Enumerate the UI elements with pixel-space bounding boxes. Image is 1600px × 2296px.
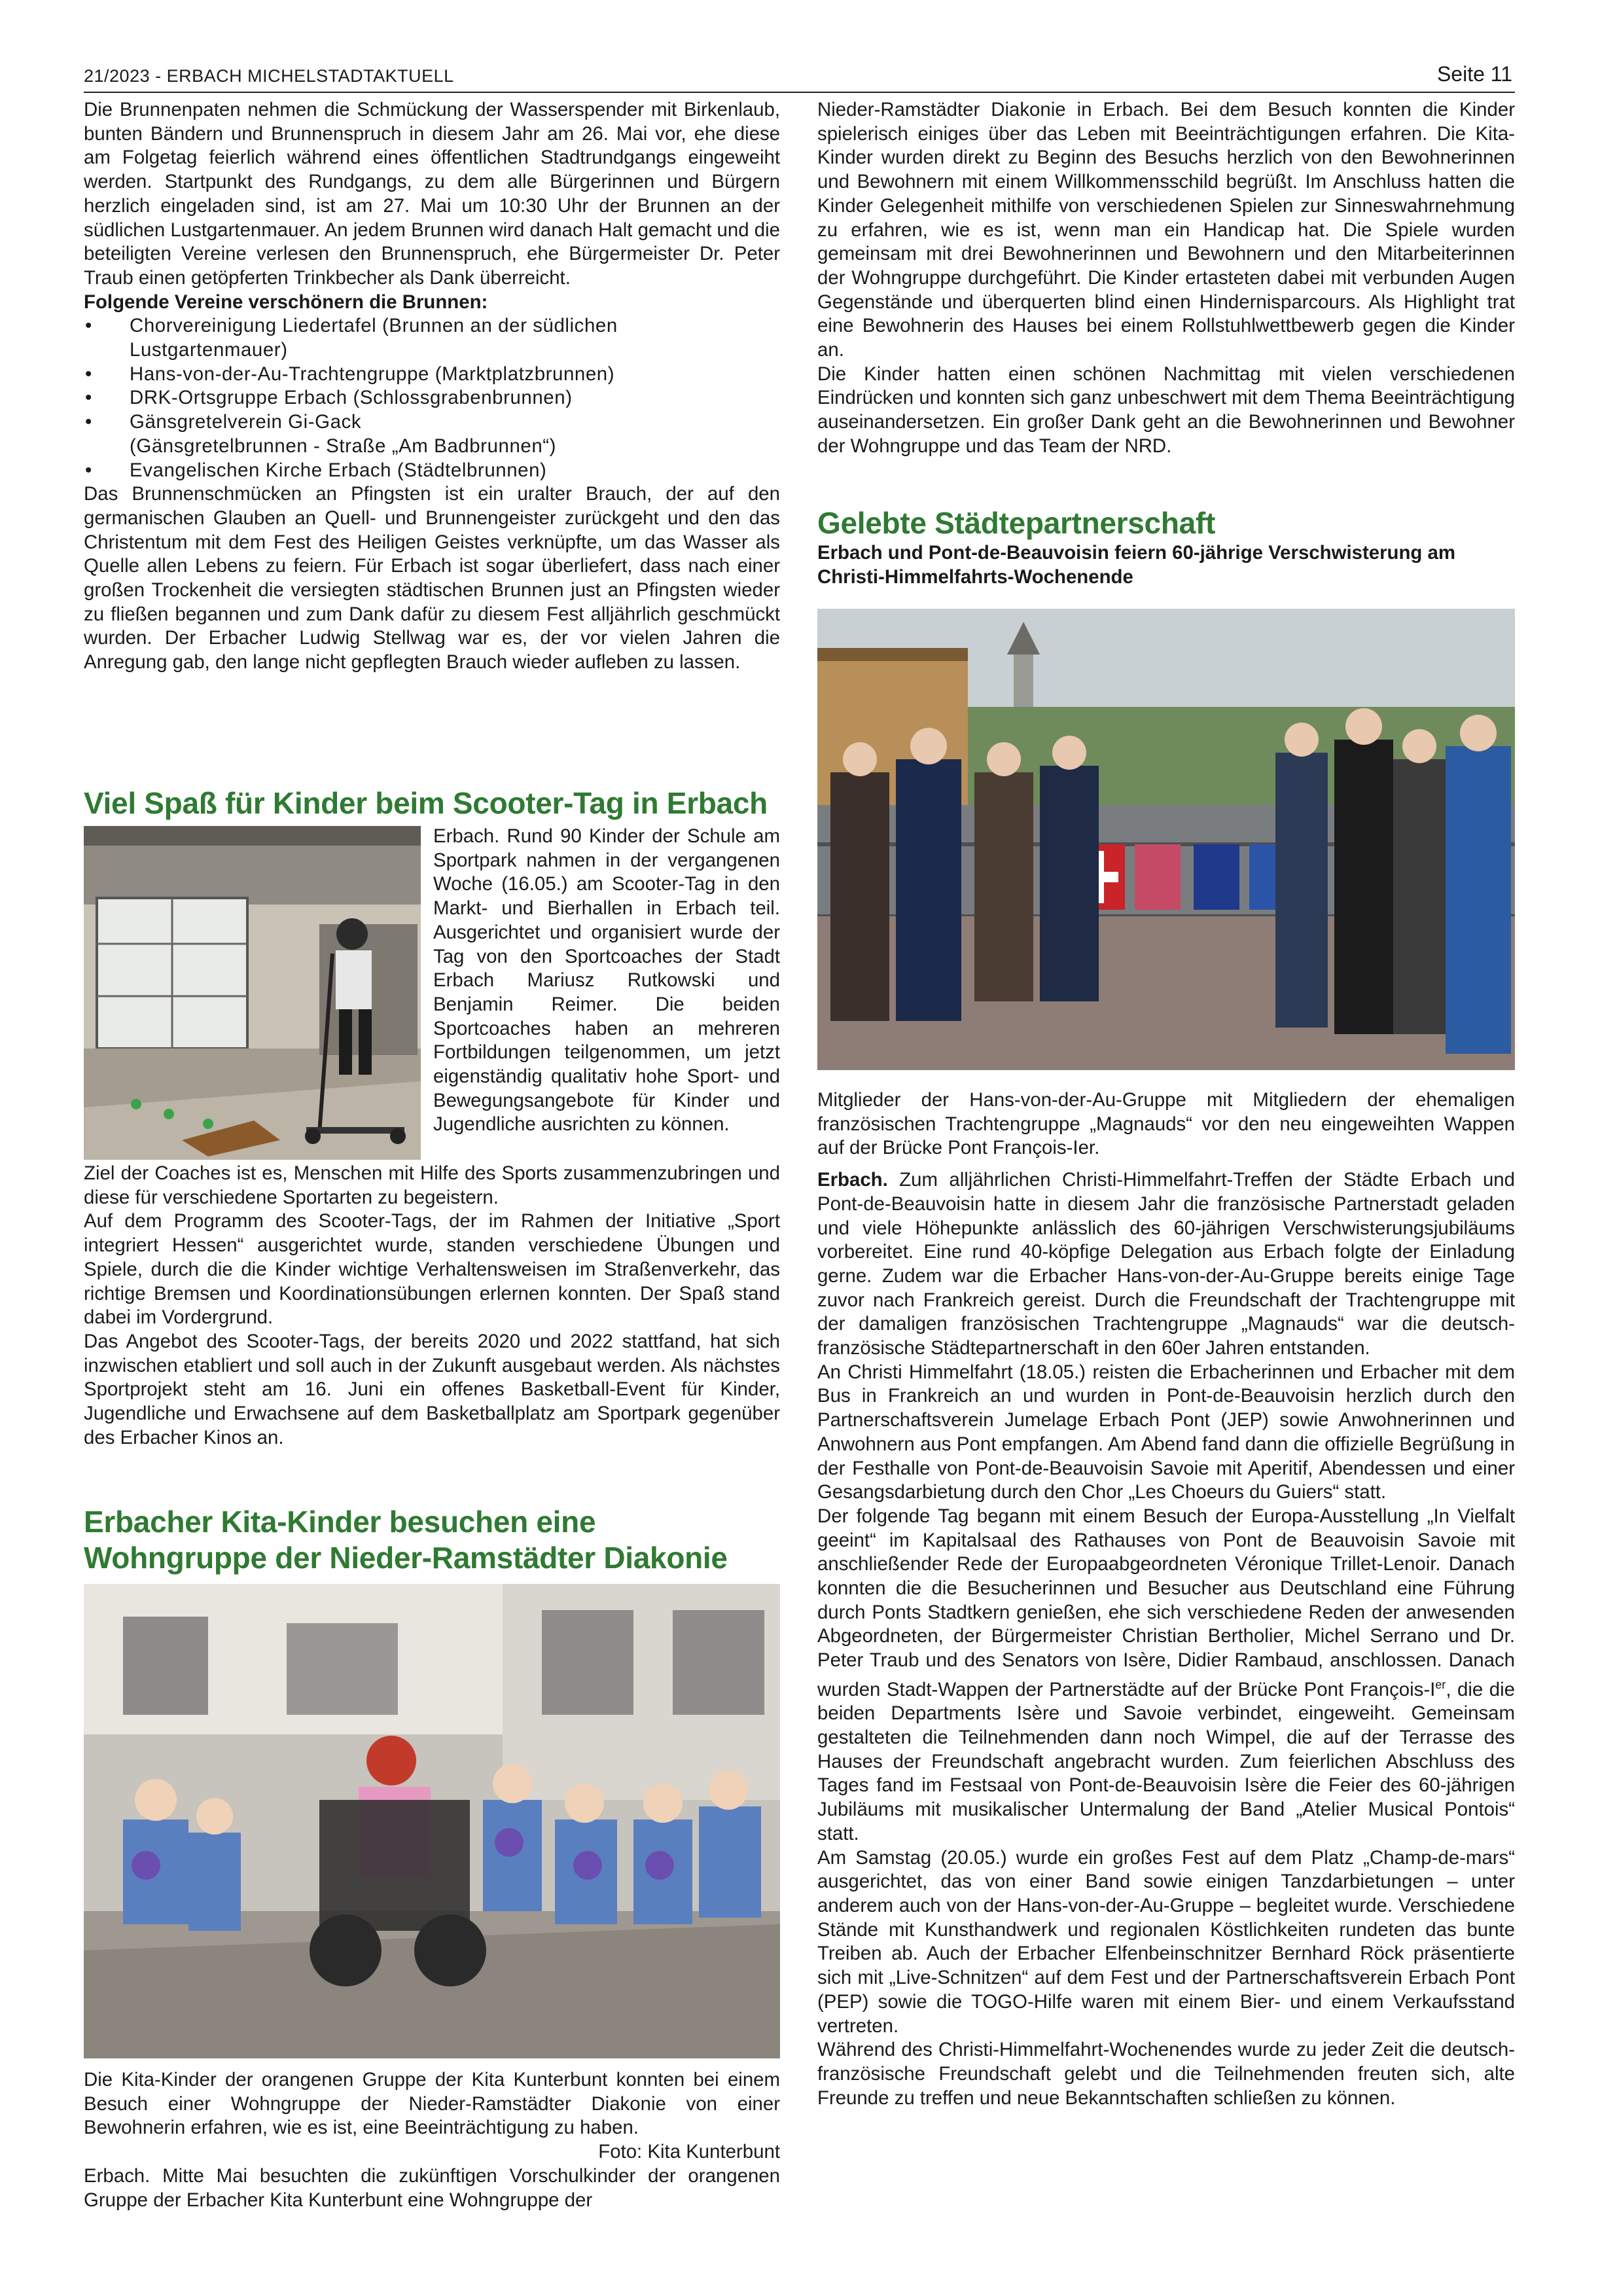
kita-headline-line1: Erbacher Kita-Kinder besuchen eine <box>84 1505 596 1539</box>
partner-heading-block <box>817 505 1515 589</box>
kita-caption-block <box>84 2068 780 2212</box>
partner-article <box>817 1088 1515 2110</box>
kita-body-end: Die Kinder hatten einen schönen Nachmittag mit vielen verschiedenen Eindrücken und konnten sich ganz unbeschwert mit dem Thema Beeinträchtigung auseinandersetzen. Ein großer Dank geht an die Bewohnerinnen und Bewohner der Wohngruppe und das Team der NRD. <box>817 363 1515 457</box>
scooter-p4: Das Angebot des Scooter-Tags, der bereits 2020 und 2022 stattfand, hat sich inzwischen etabliert und soll auch in der Zukunft ausgebaut werden. Als nächstes Sportprojekt steht am 16. Juni ein offenes Basketball-Event für Kinder, Jugendliche und Erwachsene auf dem Basketballplatz am Sportpark gegenüber des Erbacher Kinos an. <box>84 1330 780 1448</box>
kita-body-start: Erbach. Mitte Mai besuchten die zukünftigen Vorschulkinder der orangenen Gruppe der Erbacher Kita Kunterbunt eine Wohngruppe der <box>84 2164 780 2211</box>
kita-continuation <box>817 98 1515 459</box>
list-item: • DRK-Ortsgruppe Erbach (Schlossgrabenbrunnen) <box>84 386 780 410</box>
partner-caption: Mitglieder der Hans-von-der-Au-Gruppe mit Mitgliedern der ehemaligen französischen Trachtengruppe „Magnauds“ vor den neu eingeweihten Wappen auf der Brücke Pont François-Ier. <box>817 1089 1515 1159</box>
brunnen-intro: Die Brunnenpaten nehmen die Schmückung der Wasserspender mit Birkenlaub, bunten Bändern und Brunnenspruch in diesem Jahr am 26. Mai vor, ehe diese am Folgetag feierlich während eines öffentlichen Stadtrundgangs eingeweiht werden. Startpunkt des Rundgangs, zu dem alle Bürgerinnen und Bürgern herzlich eingeladen sind, ist am 27. Mai um 10:30 Uhr der Brunnen an der südlichen Lustgartenmauer. An jedem Brunnen wird danach Halt gemacht und die beteiligten Vereine verlesen den Brunnenspruch, ehe Bürgermeister Dr. Peter Traub einen getöpferten Trinkbecher als Dank überreicht. <box>84 99 780 289</box>
kita-body-cont: Nieder-Ramstädter Diakonie in Erbach. Bei dem Besuch konnten die Kinder spielerisch einiges über das Leben mit Beeinträchtigungen erfahren. Die Kita-Kinder wurden direkt zu Beginn des Besuchs herzlich von den Bewohnerinnen und Bewohnern mit einem Willkommensschild begrüßt. Im Anschluss hatten die Kinder Gelegenheit mithilfe von verschiedenen Spielen zur Sinneswahrnehmung zu erfahren, wie es ist, wenn man ein Handicap hat. Die Spiele wurden gemeinsam mit drei Bewohnerinnen und Bewohnern und den Mitarbeiterinnen der Wohngruppe durchgeführt. Die Kinder ertasteten dabei mit verbunden Augen Gegenstände und überquerten blind einen Hindernisparcours. Als Highlight trat eine Bewohnerin des Hauses bei einem Rollstuhlwettbewerb gegen die Kinder an. <box>817 99 1515 361</box>
brunnen-list-title: Folgende Vereine verschönern die Brunnen: <box>84 291 488 313</box>
kita-photo-image <box>84 1584 780 2058</box>
scooter-headline: Viel Spaß für Kinder beim Scooter-Tag in Erbach <box>84 786 768 820</box>
scooter-side-text: Erbach. Rund 90 Kinder der Schule am Sportpark nahmen in der vergangenen Woche (16.05.) am Scooter-Tag in den Markt- und Bierhallen in Erbach teil. Ausgerichtet und organisiert wurde der Tag von den Sportcoaches der Stadt Erbach Mariusz Rutkowski und Benjamin Reimer. Die beiden Sportcoaches haben an mehreren Fortbildungen teilgenommen, um jetzt eigenständig qualitativ hohe Sport- und Bewegungsangebote für Kinder und Jugendliche ausrichten zu können. <box>433 825 780 1136</box>
brunnen-article <box>84 98 780 675</box>
partner-p3-sup: er <box>1435 1677 1446 1691</box>
page-header <box>84 63 1515 93</box>
kita-photo-credit: Foto: Kita Kunterbunt <box>598 2141 780 2163</box>
scooter-photo <box>84 826 421 1160</box>
list-item: • Evangelischen Kirche Erbach (Städtelbrunnen) <box>84 459 780 483</box>
partner-p2: An Christi Himmelfahrt (18.05.) reisten die Erbacherinnen und Erbacher mit dem Bus in Frankreich an und wurden in Pont-de-Beauvoisin herzlich durch den Partnerschaftsverein Jumelage Erbach Pont (JEP) sowie Anwohnerinnen und Anwohnern aus Pont empfangen. Am Abend fand dann die offizielle Begrüßung in der Festhalle von Pont-de-Beauvoisin Savoie mit Aperitif, Abendessen und einer Gesangsdarbietung durch den Chor „Les Choeurs du Guiers“ statt. <box>817 1361 1515 1503</box>
partner-photo-image <box>817 609 1515 1070</box>
list-item: • Chorvereinigung Liedertafel (Brunnen an der südlichen Lustgartenmauer) <box>84 314 780 362</box>
partner-photo <box>817 609 1515 1070</box>
list-item: • Gänsgretelverein Gi-Gack <box>84 410 780 435</box>
partner-p3-wrap <box>817 1505 1515 1846</box>
partner-p5: Während des Christi-Himmelfahrt-Wochenendes wurde zu jeder Zeit die deutsch-französische Freundschaft gelebt und die Teilnehmenden freuten sich, alte Freunde zu treffen und neue Bekanntschaften schließen zu können. <box>817 2039 1515 2109</box>
kita-photo <box>84 1584 780 2058</box>
issue-label: 21/2023 - ERBACH MICHELSTADTAKTUELL <box>84 66 454 86</box>
partner-p4: Am Samstag (20.05.) wurde ein großes Fest auf dem Platz „Champ-de-mars“ ausgerichtet, das von einer Band sowie einigen Tanzdarbietungen – unter anderem auch von der Hans-von-der-Au-Gruppe – begleitet wurde. Verschiedene Stände mit Kunsthandwerk und regionalen Köstlichkeiten rundeten das bunte Treiben ab. Auch der Erbacher Elfenbeinschnitzer Bernhard Röck präsentierte sich mit „Live-Schnitzen“ auf dem Fest und der Partnerschaftsverein Erbach Pont (PEP) sowie die TOGO-Hilfe waren mit einem Bier- und einem Verkaufsstand vertreten. <box>817 1846 1515 2037</box>
kita-headline-line2: Wohngruppe der Nieder-Ramstädter Diakonie <box>84 1541 728 1575</box>
partner-p1-wrap <box>817 1168 1515 1361</box>
partner-headline: Gelebte Städtepartnerschaft <box>817 506 1215 540</box>
partner-p1: Zum alljährlichen Christi-Himmelfahrt-Treffen der Städte Erbach und Pont-de-Beauvoisin hatte in diesem Jahr die französische Partnerstadt geladen und viele Höhepunkte anlässlich des 60-jährigen Verschwisterungsjubiläums vorbereitet. Eine rund 40-köpfige Delegation aus Erbach folgte der Einladung gerne. Zudem war die Erbacher Hans-von-der-Au-Gruppe bereits einige Tage zuvor nach Frankreich gereist. Durch die Freundschaft der Trachtengruppe mit der damaligen französischen Trachtengruppe „Magnauds“ war die deutsch-französische Städtepartnerschaft in den 60er Jahren entstanden. <box>817 1169 1515 1359</box>
list-item-continued: (Gänsgretelbrunnen - Straße „Am Badbrunnen“) <box>130 435 557 457</box>
scooter-body <box>84 1162 780 1450</box>
scooter-p2: Ziel der Coaches ist es, Menschen mit Hilfe des Sports zusammenzubringen und diese für verschiedene Sportarten zu begeistern. <box>84 1162 780 1208</box>
list-item: • Hans-von-der-Au-Trachtengruppe (Marktplatzbrunnen) <box>84 363 780 387</box>
kita-headline <box>84 1504 784 1576</box>
scooter-p3: Auf dem Programm des Scooter-Tags, der im Rahmen der Initiative „Sport integriert Hessen“ ausgerichtet wurde, standen verschiedene Übungen und Spiele, durch die die Kinder wichtige Verhaltensweisen im Straßenverkehr, das richtige Bremsen und Koordinationsübungen erlernen konnten. Der Spaß stand dabei im Vordergrund. <box>84 1210 780 1329</box>
scooter-photo-image <box>84 826 421 1160</box>
page-number: Seite 11 <box>1436 62 1512 86</box>
brunnen-list <box>84 314 780 482</box>
partner-lead: Erbach. <box>817 1169 888 1191</box>
kita-caption: Die Kita-Kinder der orangenen Gruppe der Kita Kunterbunt konnten bei einem Besuch einer Wohngruppe der Nieder-Ramstädter Diakonie von einer Bewohnerin erfahren, wie es ist, eine Beeinträchtigung zu haben. <box>84 2069 780 2139</box>
brunnen-outro: Das Brunnenschmücken an Pfingsten ist ein uralter Brauch, der auf den germanischen Glauben an Quell- und Brunnengeister zurückgeht und den das Christentum mit dem Fest des Heiligen Geistes verknüpfte, um das Wasser als Quelle allen Lebens zu feiern. Für Erbach ist sogar überliefert, dass nach einer großen Trockenheit die versiegten städtischen Brunnen just an Pfingsten wieder zu fließen begannen und zum Dank dafür zu diesem Fest alljährlich geschmückt wurden. Der Erbacher Ludwig Stellwag war es, der vor vielen Jahren die Anregung gab, den lange nicht gepflegten Brauch wieder aufleben zu lassen. <box>84 483 780 673</box>
partner-p3-b: , die die beiden Departments Isère und Savoie verbindet, eingeweiht. Gemeinsam gestalteten die Teilnehmenden dann noch Wimpel, die auf der Terrasse des Hauses der Freundschaft angebracht wurden. Zum feierlichen Abschluss des Tages fand im Festsaal von Pont-de-Beauvoisin Isère die Feier des 60-jährigen Jubiläums mit musikalischer Untermalung der Band „Atelier Musical Pontois“ statt. <box>817 1678 1515 1844</box>
partner-p3-a: Der folgende Tag begann mit einem Besuch der Europa-Ausstellung „In Vielfalt geeint“ im Kapitalsaal des Rathauses von Pont de Beauvoisin Savoie mit anschließender Rede der Europaabgeordneten Véronique Trillet-Lenoir. Danach konnten die die Besucherinnen und Besucher aus Deutschland eine Führung durch Ponts Stadtkern genießen, ehe sich verschiedene Reden der anwesenden Abgeordneten, der Bürgermeister Christian Bertholier, Michel Serrano und Dr. Peter Traub und des Senators von Isère, Didier Rambaud, anschlossen. Danach wurden Stadt-Wappen der Partnerstädte auf der Brücke Pont François-I <box>817 1505 1515 1700</box>
partner-subtitle: Erbach und Pont-de-Beauvoisin feiern 60-jährige Verschwisterung am Christi-Himmelfahrts-Wochenende <box>817 542 1456 588</box>
